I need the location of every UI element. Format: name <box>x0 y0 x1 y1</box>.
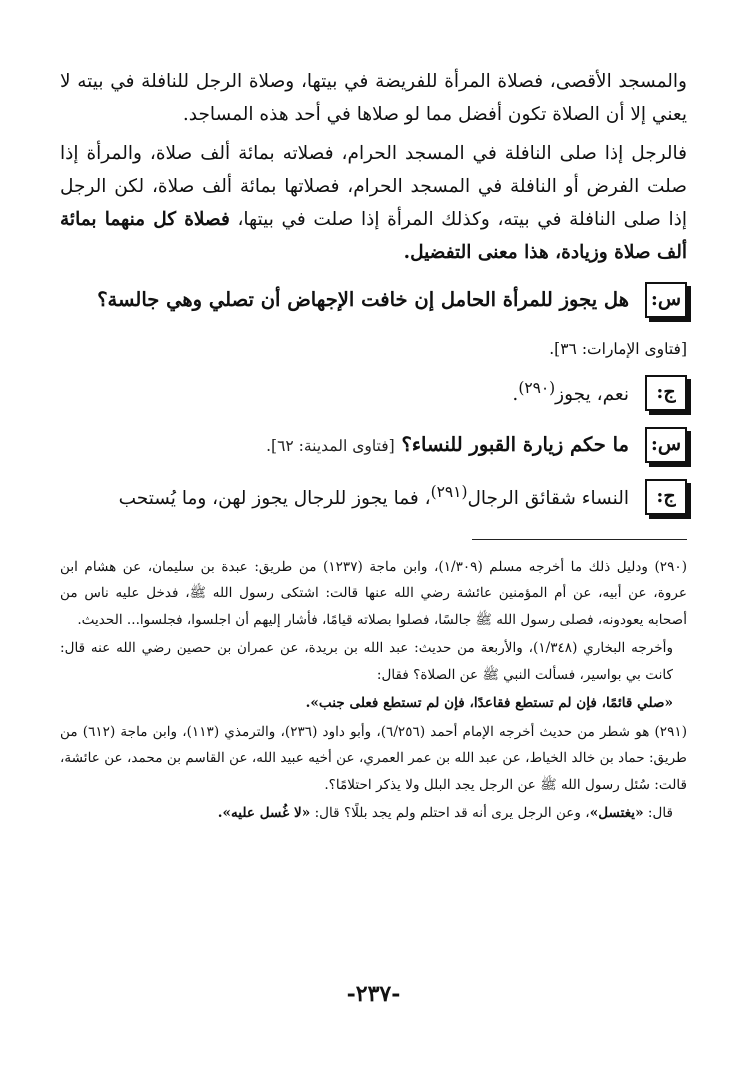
footnote-291-quote-1: «يغتسل» <box>589 805 644 822</box>
answer-2 <box>60 479 687 515</box>
question-label-box: س: <box>645 427 687 463</box>
page-content <box>60 66 687 827</box>
footnote-291-part-1: (٢٩١) هو شطر من حديث أخرجه الإمام أحمد (٦/٢٥٦)، وأبو داود (٢٣٦)، والترمذي (١١٣)، وابن ماجة (٦١٢) من طريق: حماد بن خالد الخياط، عن عبد الله بن عمر العمري، عن أخيه عبيد الله، عن القاسم بن محمد، عن عائشة، قالت: سُئل رسول الله ﷺ عن الرجل يجد البلل ولا يذكر احتلامًا؟. <box>60 723 688 793</box>
body-paragraph-2 <box>60 138 687 270</box>
answer-label-box: ج: <box>645 479 687 515</box>
question-1-text: هل يجوز للمرأة الحامل إن خافت الإجهاض أن تصلي وهي جالسة؟ <box>97 287 629 311</box>
footnote-ref-290: (٢٩٠) <box>518 378 556 397</box>
question-2 <box>60 427 687 463</box>
answer-2-text <box>119 480 629 514</box>
footnote-291-quote-2: «لا غُسل عليه». <box>217 805 311 822</box>
body-paragraph-2-bold: فصلاة كل منهما بمائة ألف صلاة وزيادة، هذا معنى التفضيل. <box>60 208 687 263</box>
footnote-290-hadith <box>60 690 687 717</box>
answer-1 <box>60 375 687 411</box>
body-paragraph-2-text: فالرجل إذا صلى النافلة في المسجد الحرام، فصلاته بمائة ألف صلاة، والمرأة إذا صلت الفرض أو النافلة في المسجد الحرام، فصلاتها بمائة ألف صلاة، لكن الرجل إذا صلى النافلة في بيته، وكذلك المرأة إذا صلت في بيتها، <box>60 142 687 230</box>
footnote-290-hadith-text: «صلي قائمًا، فإن لم تستطع فقاعدًا، فإن لم تستطع فعلى جنب». <box>305 695 673 712</box>
question-2-body: ما حكم زيارة القبور للنساء؟ <box>401 433 629 457</box>
question-2-source: [فتاوى المدينة: ٦٢]. <box>266 437 395 456</box>
question-1 <box>60 282 687 318</box>
footnote-290-part-1: (٢٩٠) ودليل ذلك ما أخرجه مسلم (١/٣٠٩)، وابن ماجة (١٢٣٧) من طريق: عبدة بن سليمان، عن هشام ابن عروة، عن أبيه، عن أم المؤمنين عائشة رضي الله عنها قالت: اشتكى رسول الله ﷺ، فدخل عليه ناس من أصحابه يعودونه، فصلى رسول الله ﷺ جالسًا، فصلوا بصلاته قيامًا، فأشار إليهم أن اجلسوا، فجلسوا... الحديث. <box>60 558 687 628</box>
footnote-291-pre: قال: <box>647 805 673 822</box>
footnote-separator <box>472 539 687 540</box>
footnote-ref-291: (٢٩١) <box>430 482 468 501</box>
page-number: -٢٣٧- <box>346 981 401 1007</box>
body-paragraph-1: والمسجد الأقصى، فصلاة المرأة للفريضة في بيتها، وصلاة الرجل للنافلة في بيته لا يعني إلا أن الصلاة تكون أفضل مما لو صلاها في أحد هذه المساجد. <box>60 71 687 125</box>
answer-label-box: ج: <box>645 375 687 411</box>
footnote-291-mid: ، وعن الرجل يرى أنه قد احتلم ولم يجد بللًا؟ قال: <box>314 805 590 822</box>
footnote-290-part-2: وأخرجه البخاري (١/٣٤٨)، والأربعة من حديث: عبد الله بن بريدة، عن عمران بن حصين رضي الله عنه قال: كانت بي بواسير، فسألت النبي ﷺ عن الصلاة؟ فقال: <box>60 640 674 683</box>
question-2-text <box>60 430 629 459</box>
answer-1-end: . <box>512 384 519 406</box>
answer-2-body: النساء شقائق الرجال <box>467 488 629 510</box>
question-1-source: [فتاوى الإمارات: ٣٦]. <box>549 339 687 358</box>
answer-2-end: ، فما يجوز للرجال يجوز لهن، وما يُستحب <box>118 488 431 510</box>
answer-1-text <box>512 376 629 410</box>
footnote-291-part-2 <box>60 800 687 827</box>
question-label-box: س: <box>645 282 687 318</box>
answer-1-body: نعم، يجوز <box>555 384 629 406</box>
